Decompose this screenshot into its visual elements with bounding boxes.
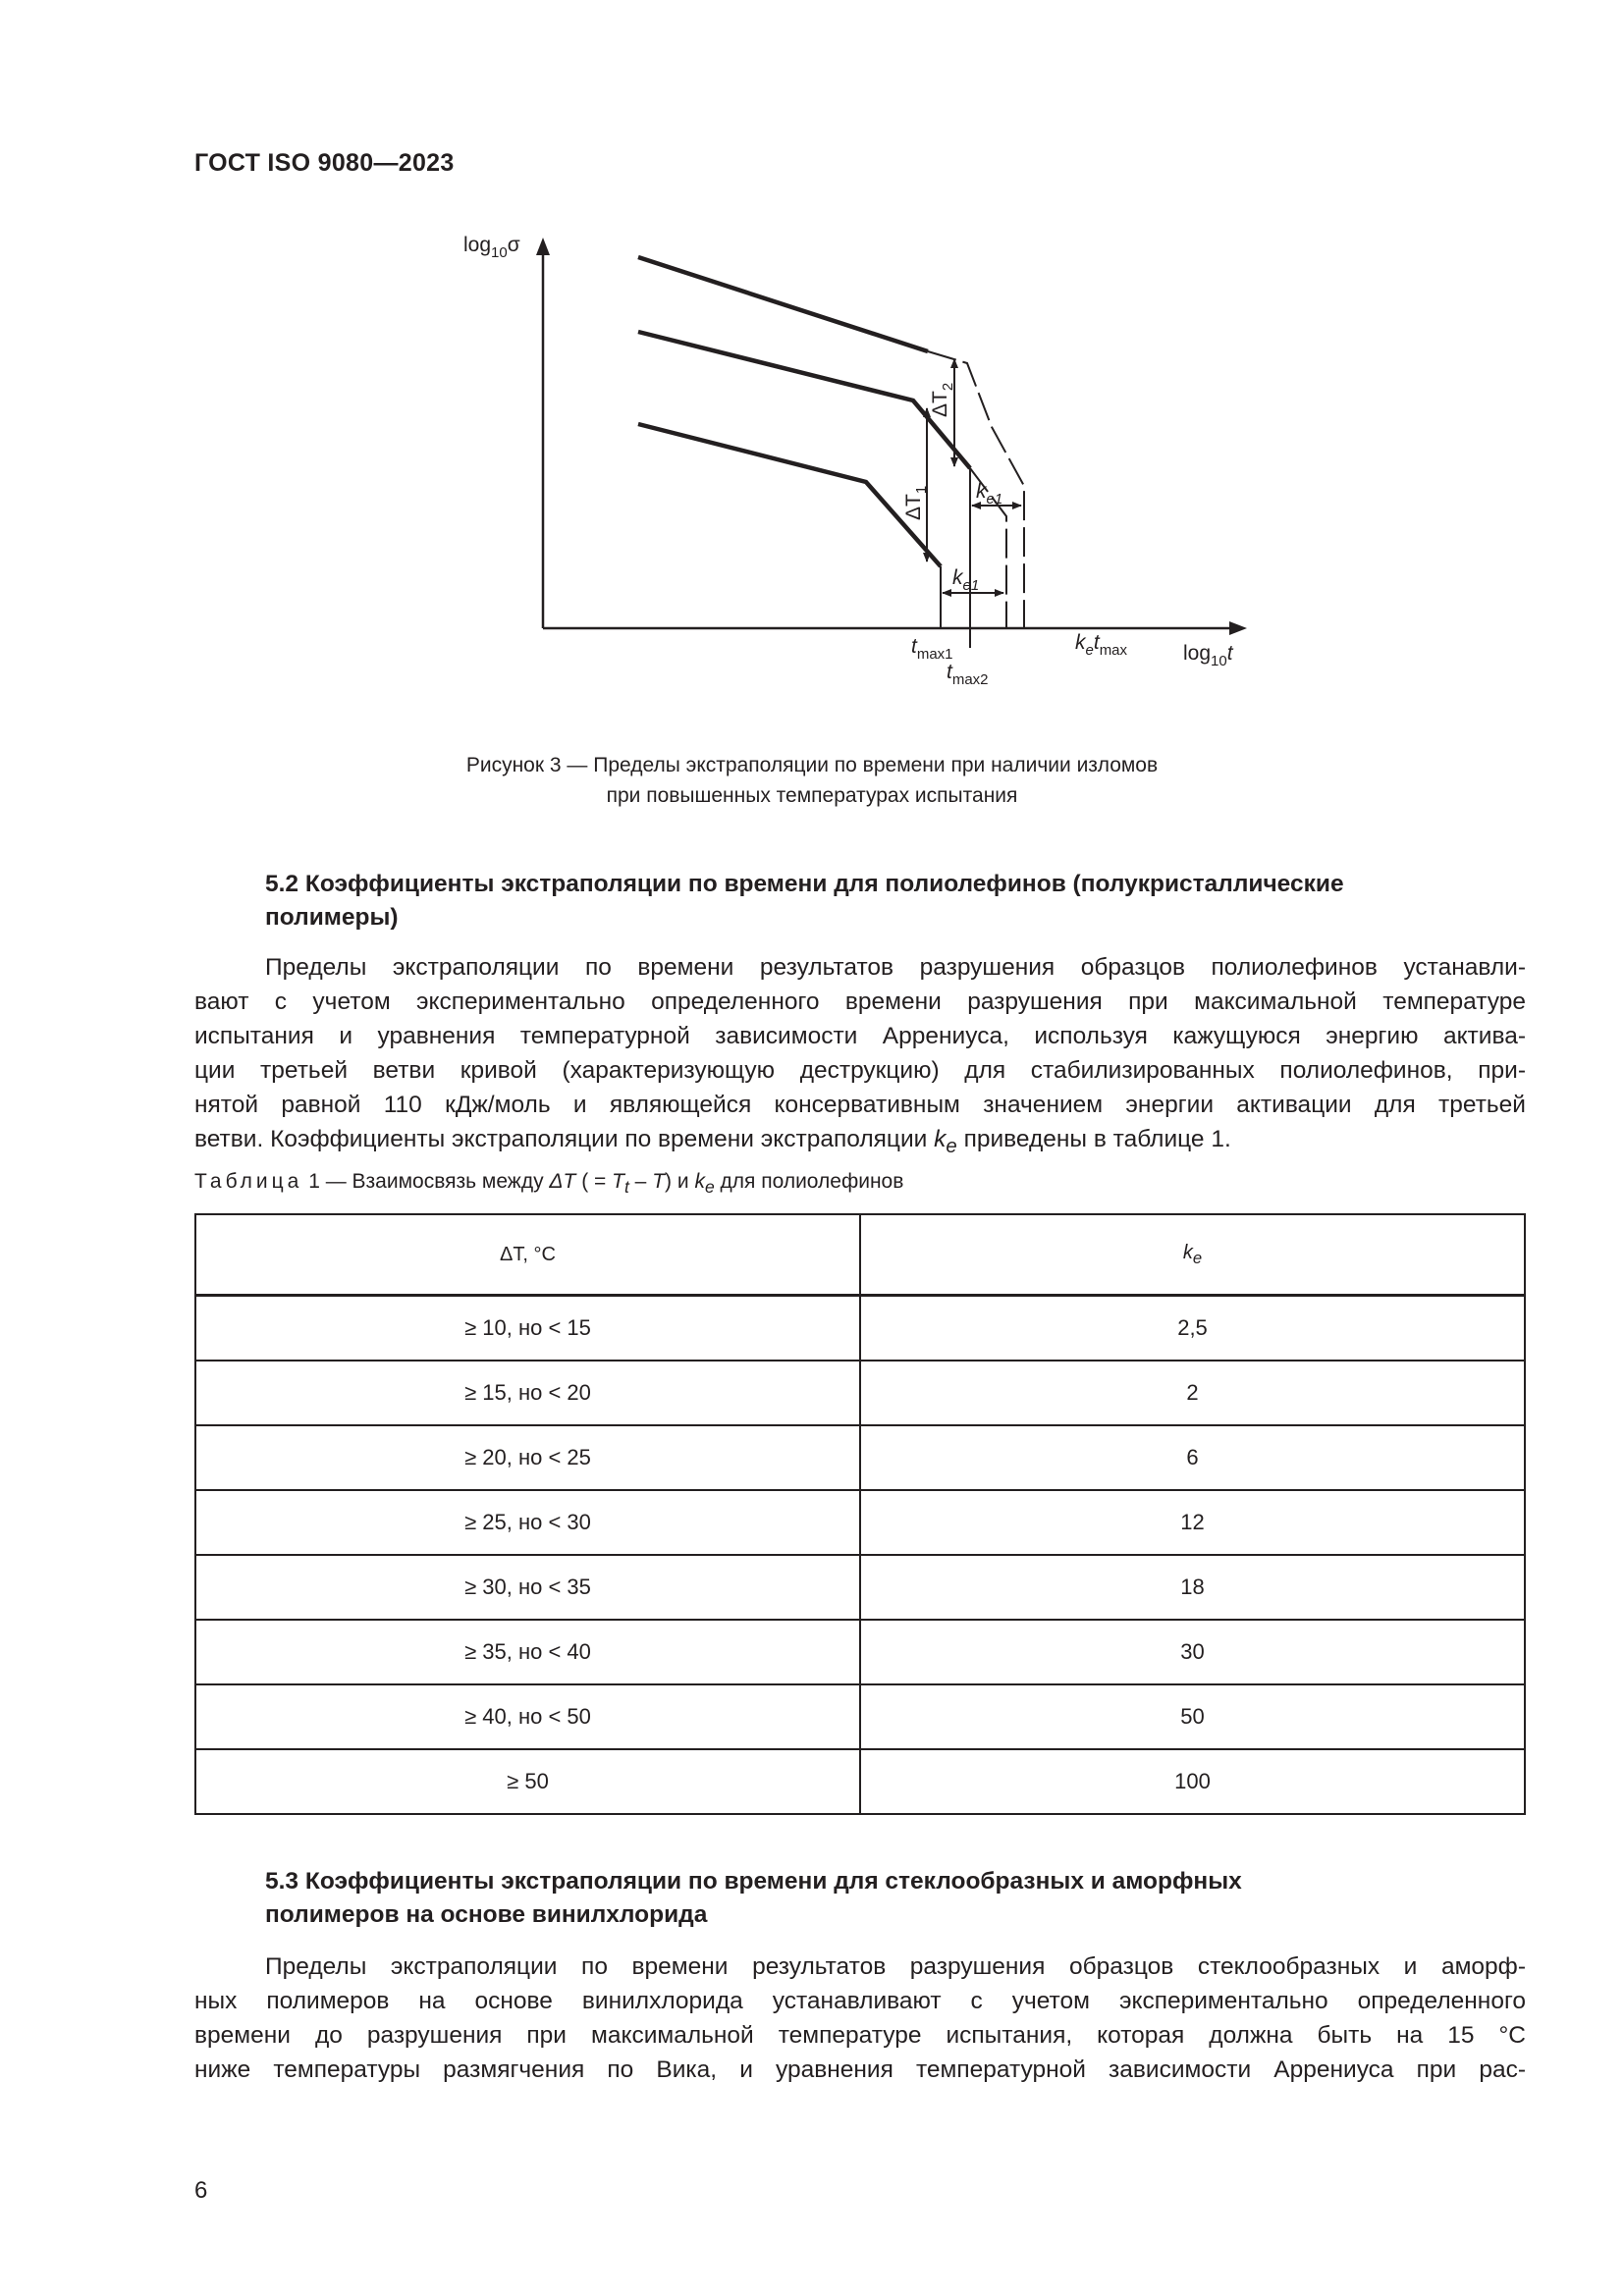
section-5-3-paragraph: [194, 1949, 1526, 2087]
table-row: [195, 1296, 1525, 1362]
section-5-2-heading: [265, 868, 1522, 934]
ke1-lower-label: $k_{e1}$: [952, 566, 980, 594]
column-header-ke: $k_e$: [860, 1214, 1525, 1296]
range-cell: ≥ 25, но < 30: [195, 1490, 860, 1555]
paragraph-line: испытания и уравнения температурной зависимости Аррениуса, используя кажущуюся энергию актива-: [194, 1023, 1526, 1049]
section-5-2-heading-line2: полимеры): [265, 904, 399, 931]
ke-cell: 12: [860, 1490, 1525, 1555]
table-header-row: [195, 1214, 1525, 1296]
document-header: ГОСТ ISO 9080—2023: [194, 149, 455, 177]
figure-caption-line2: при повышенных температурах испытания: [606, 784, 1018, 807]
section-5-2-heading-line1: 5.2 Коэффициенты экстраполяции по времени для полиолефинов (полукристаллические: [265, 871, 1344, 897]
range-cell: ≥ 35, но < 40: [195, 1620, 860, 1684]
ke-tmax-label: $k_et_{max}$: [1075, 631, 1128, 659]
tmax2-label: $t_{max2}$: [947, 661, 989, 688]
table-title: Таблица 1 — Взаимосвязь между ΔT ( = $T_t - T$) и $k_e$ для полиолефинов: [194, 1170, 904, 1198]
table-row: [195, 1684, 1525, 1749]
paragraph-line: вают с учетом экспериментально определенного времени разрушения при максимальной температуре: [194, 988, 1526, 1015]
range-cell: ≥ 40, но < 50: [195, 1684, 860, 1749]
y-axis-arrowhead: [536, 238, 550, 255]
curve-bottom-solid: [638, 424, 941, 566]
section-5-3-heading: [265, 1865, 1522, 1932]
paragraph-line: времени до разрушения при максимальной температуре испытания, которая должна быть на 15 °С: [194, 2022, 1526, 2049]
section-5-3-heading-line2: полимеров на основе винилхлорида: [265, 1901, 708, 1928]
x-axis-arrowhead: [1229, 621, 1247, 635]
ke-cell: 18: [860, 1555, 1525, 1620]
ke-cell: 50: [860, 1684, 1525, 1749]
range-cell: ≥ 10, но < 15: [195, 1296, 860, 1362]
figure-3-diagram: [432, 216, 1257, 707]
paragraph-line: ных полимеров на основе винилхлорида устанавливают с учетом экспериментально определенного: [194, 1988, 1526, 2014]
curve-middle-solid: [638, 332, 970, 468]
column-header-delta-t: ΔT, °C: [195, 1214, 860, 1296]
range-cell: ≥ 50: [195, 1749, 860, 1814]
ke-table: [194, 1213, 1526, 1815]
paragraph-line-last: ветви. Коэффициенты экстраполяции по времени экстраполяции $k_e$ приведены в таблице 1.: [194, 1126, 1231, 1157]
ke1-upper-label: $k_{e1}$: [976, 480, 1003, 507]
range-cell: ≥ 20, но < 25: [195, 1425, 860, 1490]
table-row: [195, 1425, 1525, 1490]
table-row: [195, 1749, 1525, 1814]
section-5-3-heading-line1: 5.3 Коэффициенты экстраполяции по времени для стеклообразных и аморфных: [265, 1868, 1242, 1895]
paragraph-line: Пределы экстраполяции по времени результатов разрушения образцов полиолефинов устанавли-: [265, 954, 1526, 981]
paragraph-line: ниже температуры размягчения по Вика, и уравнения температурной зависимости Аррениуса при рас-: [194, 2056, 1526, 2083]
paragraph-line: нятой равной 110 кДж/моль и являющейся консервативным значением энергии активации для третьей: [194, 1092, 1526, 1118]
ke-cell: 2,5: [860, 1296, 1525, 1362]
curve-top-solid: [638, 257, 928, 351]
dT2-label: $\Delta T_2$: [929, 382, 956, 417]
paragraph-line: ции третьей ветви кривой (характеризующую деструкцию) для стабилизированных полиолефинов, при-: [194, 1057, 1526, 1084]
table-row: [195, 1555, 1525, 1620]
table-row: [195, 1361, 1525, 1425]
x-axis-label: $\log_{10}t$: [1183, 642, 1233, 669]
ke-cell: 30: [860, 1620, 1525, 1684]
ke-cell: 6: [860, 1425, 1525, 1490]
table-row: [195, 1490, 1525, 1555]
page-number: 6: [194, 2177, 208, 2204]
ke-cell: 2: [860, 1361, 1525, 1425]
range-cell: ≥ 15, но < 20: [195, 1361, 860, 1425]
paragraph-line: Пределы экстраполяции по времени результатов разрушения образцов стеклообразных и аморф-: [265, 1953, 1526, 1980]
y-axis-label: $\log_{10}\sigma$: [463, 234, 520, 261]
range-cell: ≥ 30, но < 35: [195, 1555, 860, 1620]
section-5-2-paragraph: [194, 950, 1526, 1164]
ke-cell: 100: [860, 1749, 1525, 1814]
tmax1-label: $t_{max1}$: [911, 635, 953, 663]
figure-caption-line1: Рисунок 3 — Пределы экстраполяции по времени при наличии изломов: [465, 754, 1159, 776]
table-row: [195, 1620, 1525, 1684]
dT1-label: $\Delta T_1$: [902, 485, 930, 520]
